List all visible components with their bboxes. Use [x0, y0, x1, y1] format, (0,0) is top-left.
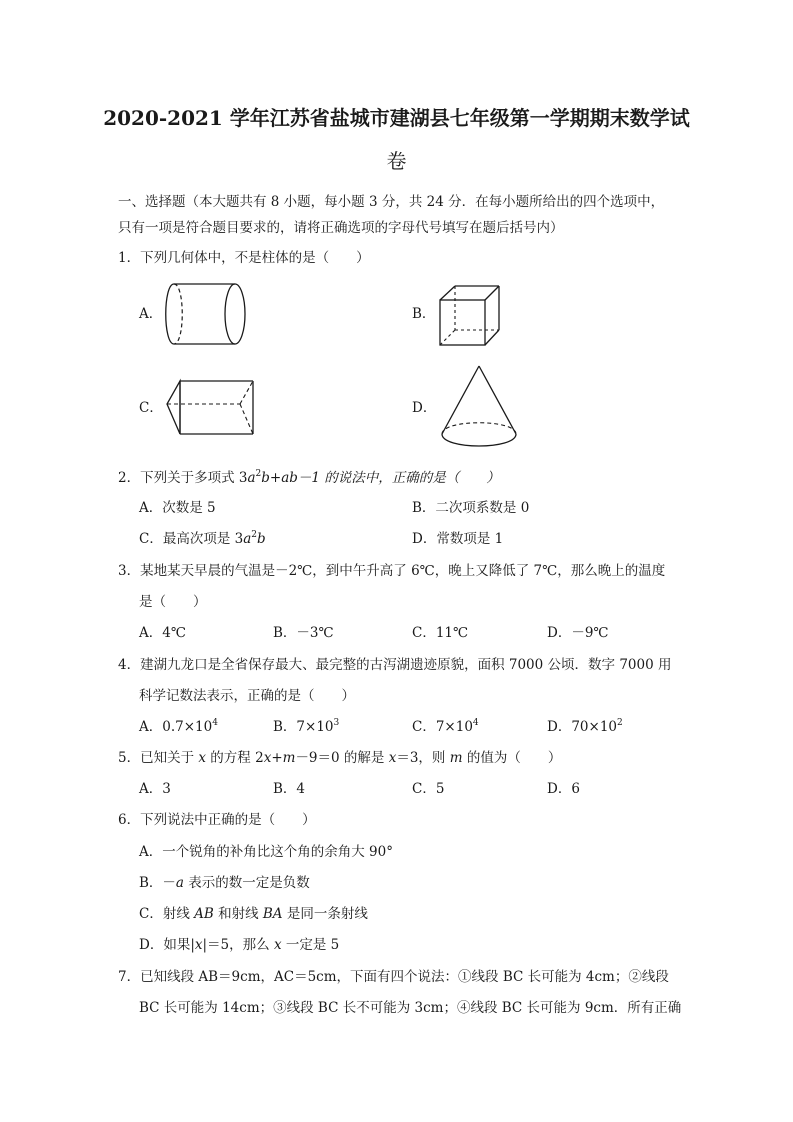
- cone-icon: [438, 363, 520, 449]
- question-3-stem-continued: 是（ ）: [139, 594, 207, 610]
- question-4-stem-continued: 科学记数法表示，正确的是（ ）: [139, 688, 355, 704]
- q2-option-d: D．常数项是 1: [412, 531, 504, 547]
- section-heading: 一、选择题（本大题共有 8 小题，每小题 3 分，共 24 分．在每小题所给出的四个选项中，: [118, 194, 665, 210]
- cube-icon: [437, 283, 503, 349]
- q4-option-c: C．$7\times 10^4$: [412, 718, 479, 735]
- cylinder-icon: [160, 281, 250, 349]
- q1-option-b-label: B．: [412, 306, 436, 322]
- q5-option-a: A．3: [139, 781, 171, 797]
- q3-option-b: B．－3℃: [273, 625, 334, 641]
- q6-option-c: C．射线 AB 和射线 BA 是同一条射线: [139, 906, 368, 922]
- q5-option-c: C．5: [412, 781, 445, 797]
- q2-option-c: C．最高次项是 $3a^2b$: [139, 530, 266, 547]
- q6-option-b: B．－a 表示的数一定是负数: [139, 875, 310, 891]
- question-6-stem: 6．下列说法中正确的是（ ）: [118, 812, 316, 828]
- q6-option-a: A．一个锐角的补角比这个角的余角大 90°: [139, 844, 393, 860]
- question-2-stem: 2．下列关于多项式 $3a^2b+ab-1$ 的说法中，正确的是（ ）: [118, 469, 500, 486]
- q5-option-d: D．6: [547, 781, 580, 797]
- q3-option-a: A．4℃: [139, 625, 186, 641]
- q3-option-d: D．－9℃: [547, 625, 609, 641]
- q5-option-b: B．4: [273, 781, 306, 797]
- q3-option-c: C．11℃: [412, 625, 469, 641]
- question-7-stem: 7．已知线段 AB＝9cm，AC＝5cm，下面有四个说法：①线段 BC 长可能为 4cm；②线段: [118, 969, 669, 985]
- q1-option-a-label: A．: [139, 306, 163, 322]
- q6-option-d: D．如果|x|＝5，那么 x 一定是 5: [139, 937, 340, 953]
- q2-option-b: B．二次项系数是 0: [412, 500, 530, 516]
- question-4-stem: 4．建湖九龙口是全省保存最大、最完整的古泻湖遗迹原貌，面积 7000 公顷．数字 7000 用: [118, 657, 672, 673]
- question-1-stem: 1．下列几何体中，不是柱体的是（ ）: [118, 250, 370, 266]
- question-7-stem-continued: BC 长可能为 14cm；③线段 BC 长不可能为 3cm；④线段 BC 长可能为 9cm．所有正确: [139, 1000, 682, 1016]
- q4-option-d: D．$70\times 10^2$: [547, 718, 623, 735]
- q1-option-c-label: C．: [139, 400, 163, 416]
- section-heading-continued: 只有一项是符合题目要求的，请将正确选项的字母代号填写在题后括号内）: [118, 220, 564, 236]
- triangular-prism-icon: [164, 378, 256, 438]
- question-3-stem: 3．某地某天早晨的气温是－2℃，到中午升高了 6℃，晚上又降低了 7℃，那么晚上的温度: [118, 563, 666, 579]
- page-title-continued: 卷: [386, 149, 407, 173]
- q2-option-a: A．次数是 5: [139, 500, 216, 516]
- q4-option-a: A．$0.7\times 10^4$: [139, 718, 218, 735]
- question-5-stem: 5．已知关于 x 的方程 2x+m－9＝0 的解是 x＝3，则 m 的值为（ ）: [118, 750, 562, 766]
- page-title: 2020-2021 学年江苏省盐城市建湖县七年级第一学期期末数学试: [103, 106, 690, 130]
- q4-option-b: B．$7\times 10^3$: [273, 718, 340, 735]
- q1-option-d-label: D．: [412, 400, 437, 416]
